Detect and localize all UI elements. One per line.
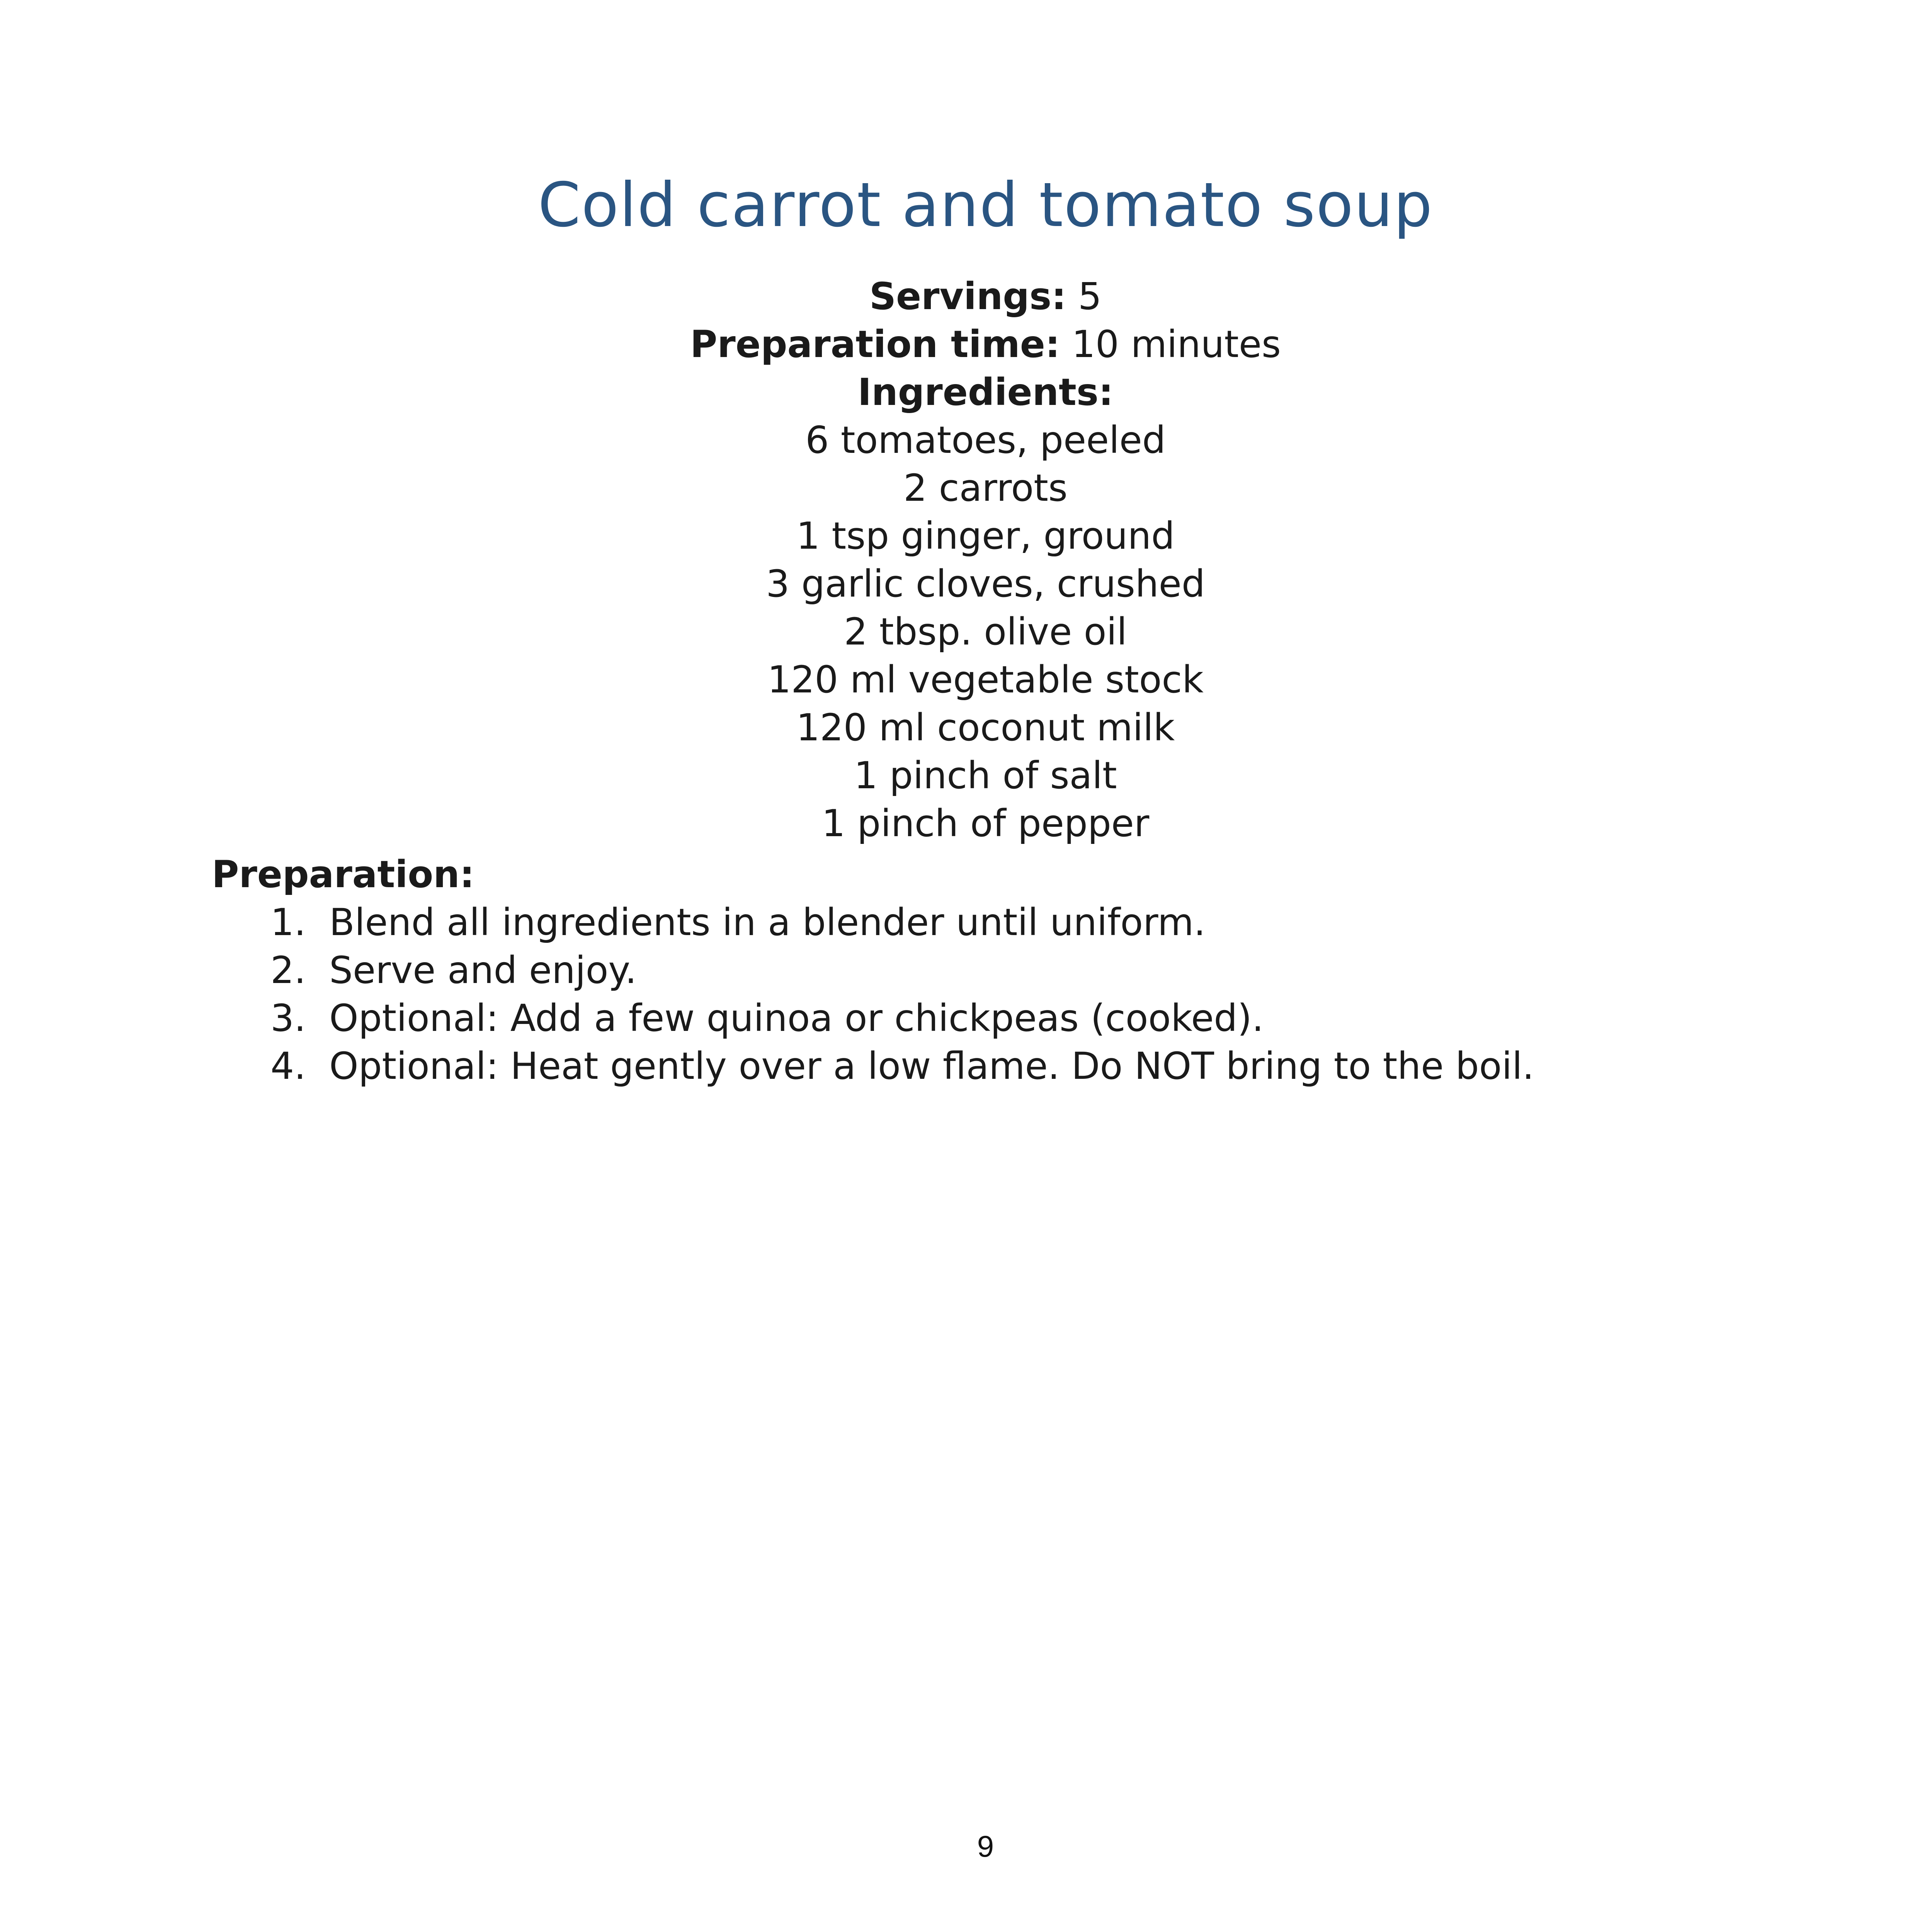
step-item: [0, 898, 1932, 946]
servings-value: 5: [1066, 275, 1102, 318]
ingredient-item: 1 pinch of salt: [854, 754, 1117, 797]
step-number: 1.: [270, 901, 306, 944]
servings-line: [0, 272, 1932, 320]
ingredient-item: 120 ml coconut milk: [796, 706, 1175, 749]
recipe-summary: [0, 272, 1932, 847]
ingredient-item: 120 ml vegetable stock: [767, 658, 1204, 701]
preparation-steps: [0, 898, 1932, 1090]
ingredients-heading: Ingredients:: [857, 371, 1114, 414]
step-text: Optional: Heat gently over a low flame. Do NOT bring to the boil.: [329, 1044, 1534, 1088]
step-number: 3.: [270, 997, 306, 1040]
prep-time-value: 10 minutes: [1060, 323, 1281, 366]
page-number: 9: [977, 1829, 994, 1863]
recipe-title: Cold carrot and tomato soup: [538, 170, 1433, 241]
ingredient-item: 2 tbsp. olive oil: [844, 610, 1127, 653]
step-item: [0, 994, 1932, 1042]
step-number: 4.: [270, 1044, 306, 1088]
step-text: Serve and enjoy.: [329, 949, 637, 992]
step-text: Blend all ingredients in a blender until uniform.: [329, 901, 1206, 944]
prep-time-label: Preparation time:: [690, 323, 1060, 366]
preparation-heading: Preparation:: [212, 853, 474, 896]
step-item: [0, 946, 1932, 994]
ingredient-item: 3 garlic cloves, crushed: [766, 562, 1205, 605]
step-number: 2.: [270, 949, 306, 992]
ingredient-item: 1 tsp ginger, ground: [796, 514, 1175, 558]
prep-time-line: [0, 320, 1932, 368]
step-item: [0, 1042, 1932, 1090]
step-text: Optional: Add a few quinoa or chickpeas (cooked).: [329, 997, 1264, 1040]
ingredient-item: 2 carrots: [903, 466, 1068, 510]
ingredient-item: 6 tomatoes, peeled: [805, 418, 1166, 462]
servings-label: Servings:: [869, 275, 1066, 318]
ingredient-item: 1 pinch of pepper: [821, 802, 1150, 845]
